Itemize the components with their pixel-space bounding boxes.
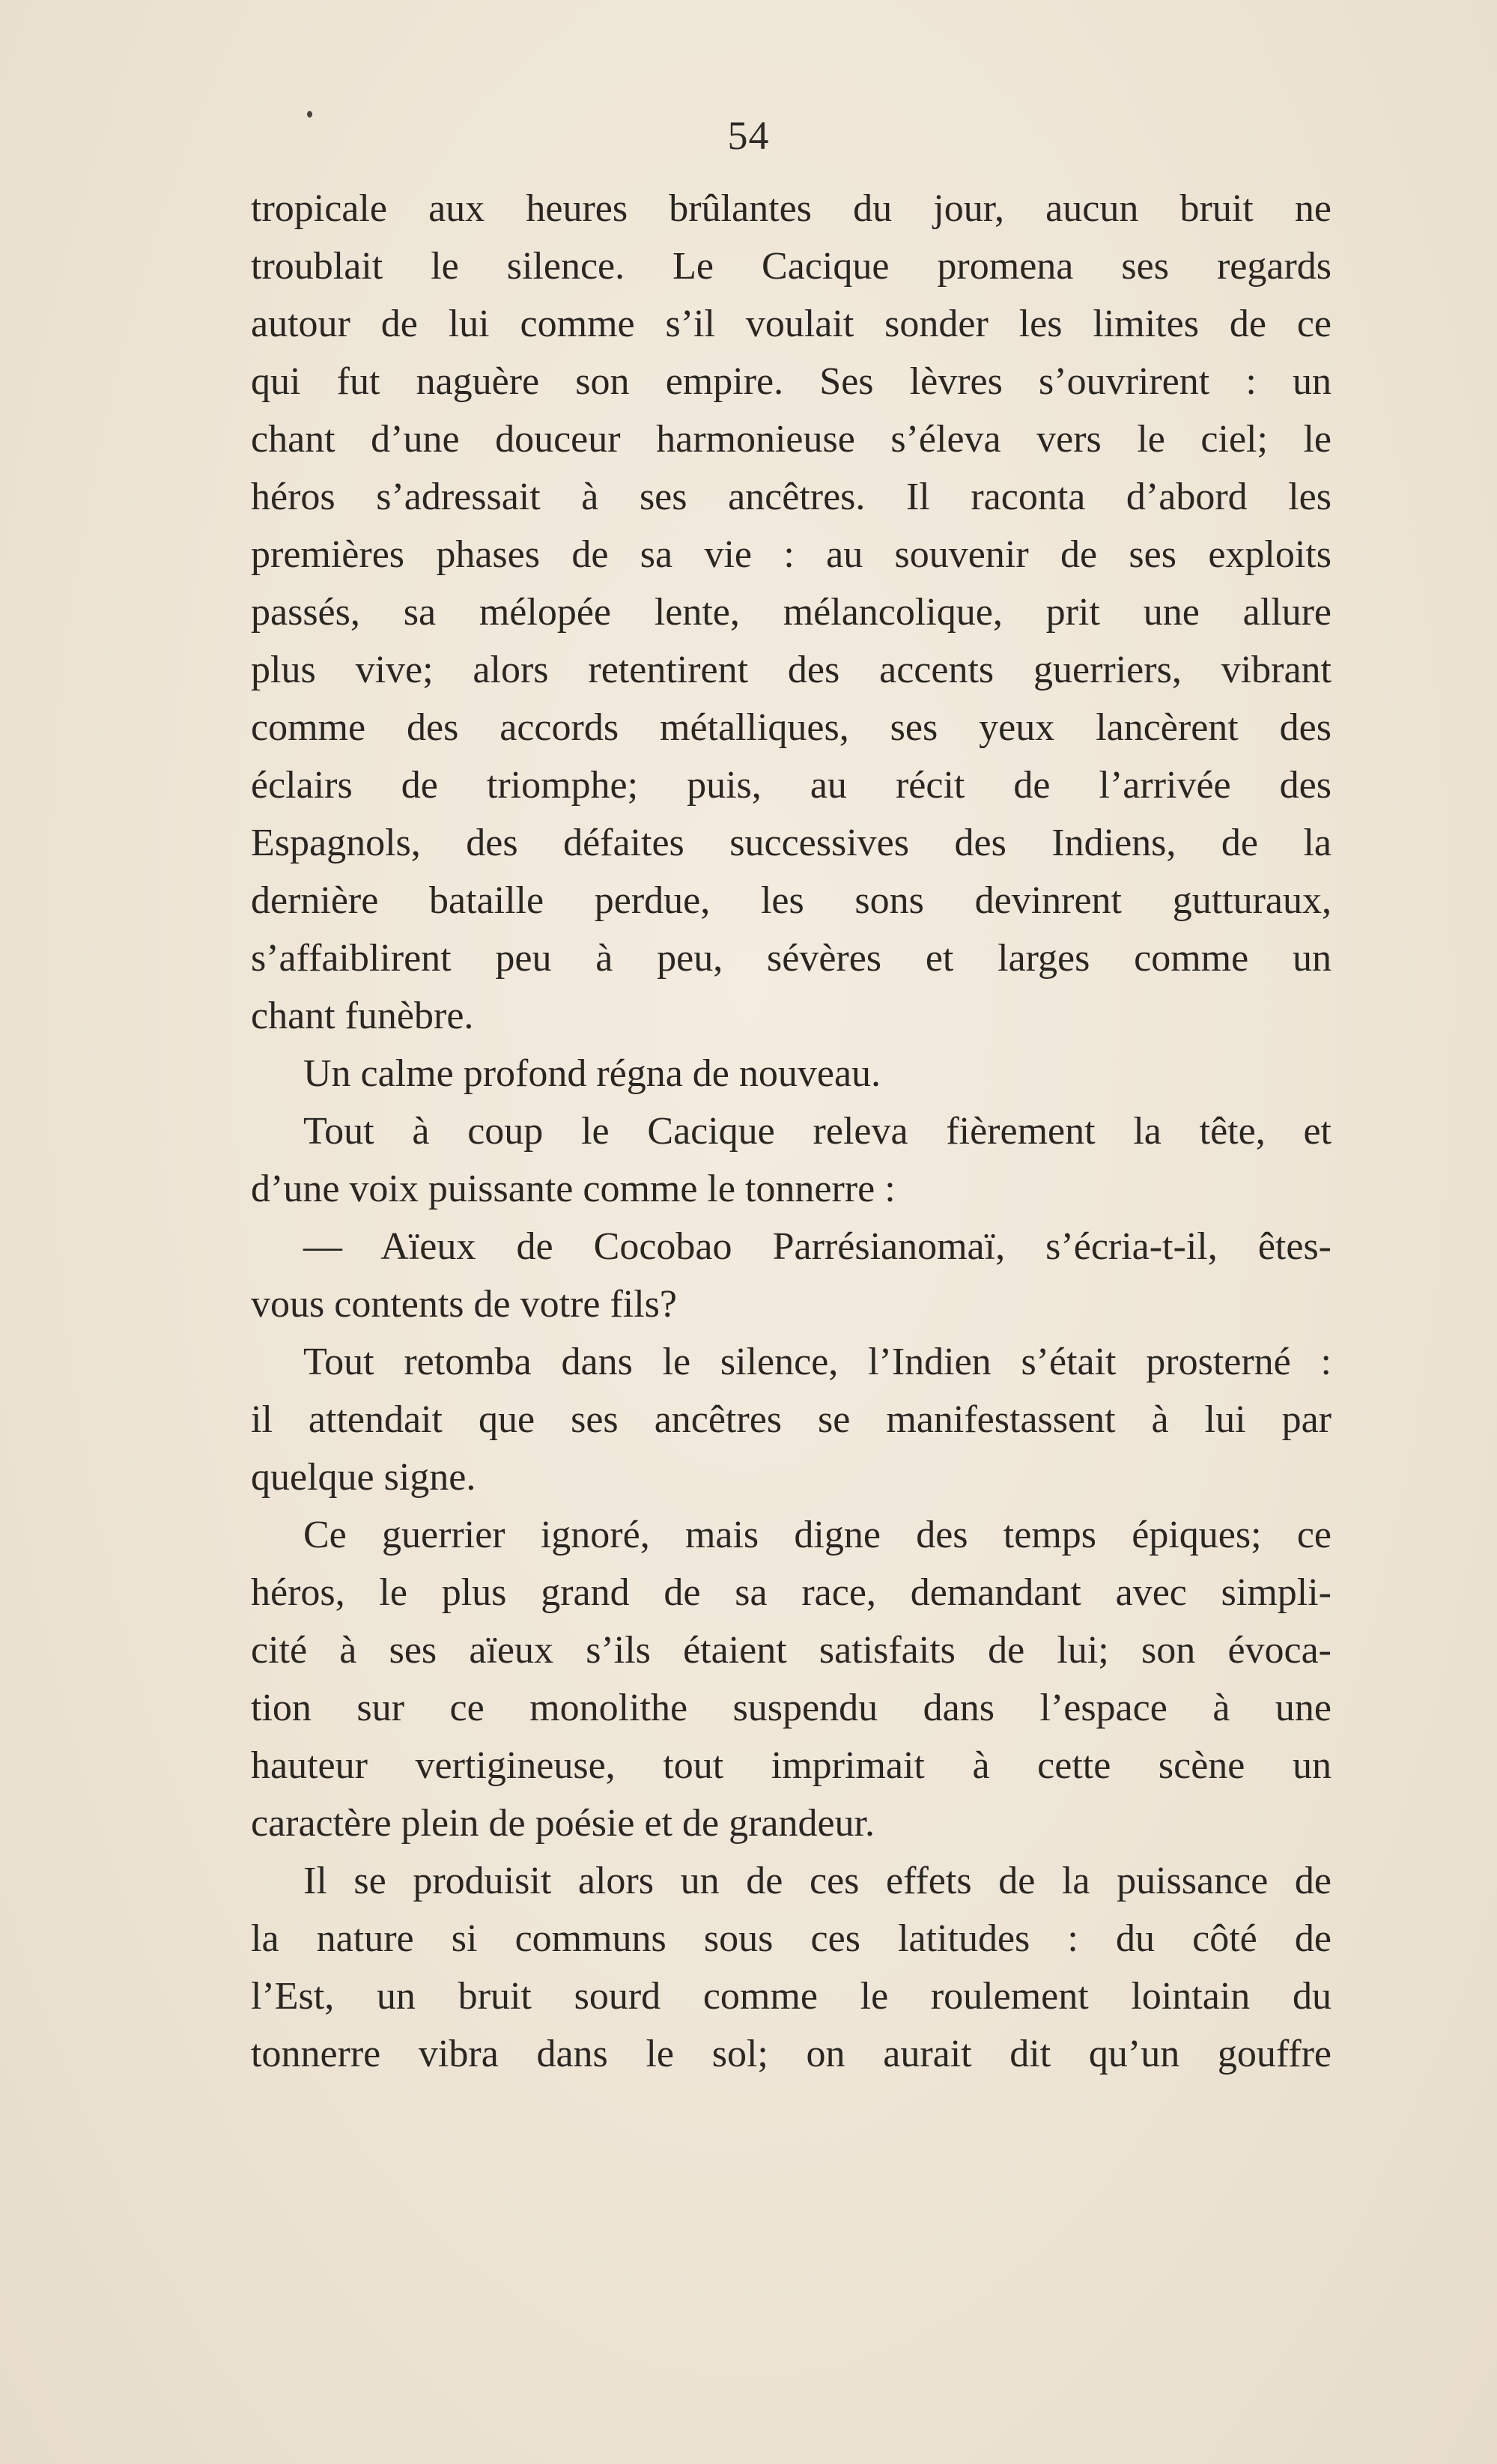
text-line: Tout retomba dans le silence, l’Indien s’était prosterné : [303,1341,1331,1383]
text-line: — Aïeux de Cocobao Parrésianomaï, s’écria-t-il, êtes- [303,1225,1331,1268]
text-line: comme des accords métalliques, ses yeux lancèrent des [251,706,1331,749]
text-line: vous contents de votre fils? [251,1283,677,1326]
text-line: héros s’adressait à ses ancêtres. Il raconta d’abord les [251,476,1331,518]
text-line: Tout à coup le Cacique releva fièrement la tête, et [303,1110,1331,1153]
body-text [251,180,1331,2083]
paragraph [251,1218,1331,1333]
paragraph [251,1102,1331,1218]
text-line: troublait le silence. Le Cacique promena ses regards [251,245,1331,288]
text-line: plus vive; alors retentirent des accents guerriers, vibrant [251,649,1331,691]
text-line: premières phases de sa vie : au souvenir de ses exploits [251,533,1331,576]
text-line: autour de lui comme s’il voulait sonder les limites de ce [251,303,1331,345]
text-line: s’affaiblirent peu à peu, sévères et larges comme un [251,937,1331,980]
text-line: caractère plein de poésie et de grandeur. [251,1802,875,1845]
text-line: cité à ses aïeux s’ils étaient satisfaits de lui; son évoca- [251,1629,1331,1672]
text-line: tonnerre vibra dans le sol; on aurait dit qu’un gouffre [251,2033,1331,2075]
text-line: Ce guerrier ignoré, mais digne des temps épiques; ce [303,1514,1331,1556]
text-line: Espagnols, des défaites successives des Indiens, de la [251,822,1331,864]
page-number: 54 [727,113,770,158]
text-line: la nature si communs sous ces latitudes : du côté de [251,1917,1331,1960]
paragraph [251,1852,1331,2083]
text-line: chant funèbre. [251,995,474,1037]
text-line: d’une voix puissante comme le tonnerre : [251,1168,896,1210]
text-line: héros, le plus grand de sa race, demandant avec simpli- [251,1571,1331,1614]
text-line: passés, sa mélopée lente, mélancolique, prit une allure [251,591,1331,634]
text-line: chant d’une douceur harmonieuse s’éleva vers le ciel; le [251,418,1331,461]
text-line: dernière bataille perdue, les sons devinrent gutturaux, [251,879,1331,922]
text-line: l’Est, un bruit sourd comme le roulement lointain du [251,1975,1331,2018]
text-line: quelque signe. [251,1456,476,1499]
paragraph [251,1045,1331,1102]
text-line: hauteur vertigineuse, tout imprimait à cette scène un [251,1744,1331,1787]
text-line: Un calme profond régna de nouveau. [303,1052,881,1095]
text-line: tropicale aux heures brûlantes du jour, aucun bruit ne [251,187,1331,230]
paragraph [251,1333,1331,1506]
paragraph [251,1506,1331,1852]
text-line: tion sur ce monolithe suspendu dans l’espace à une [251,1687,1331,1729]
text-line: Il se produisit alors un de ces effets de la puissance de [303,1860,1331,1902]
text-line: il attendait que ses ancêtres se manifestassent à lui par [251,1398,1331,1441]
text-line: qui fut naguère son empire. Ses lèvres s’ouvrirent : un [251,360,1331,403]
text-line: éclairs de triomphe; puis, au récit de l’arrivée des [251,764,1331,807]
paragraph [251,180,1331,1045]
